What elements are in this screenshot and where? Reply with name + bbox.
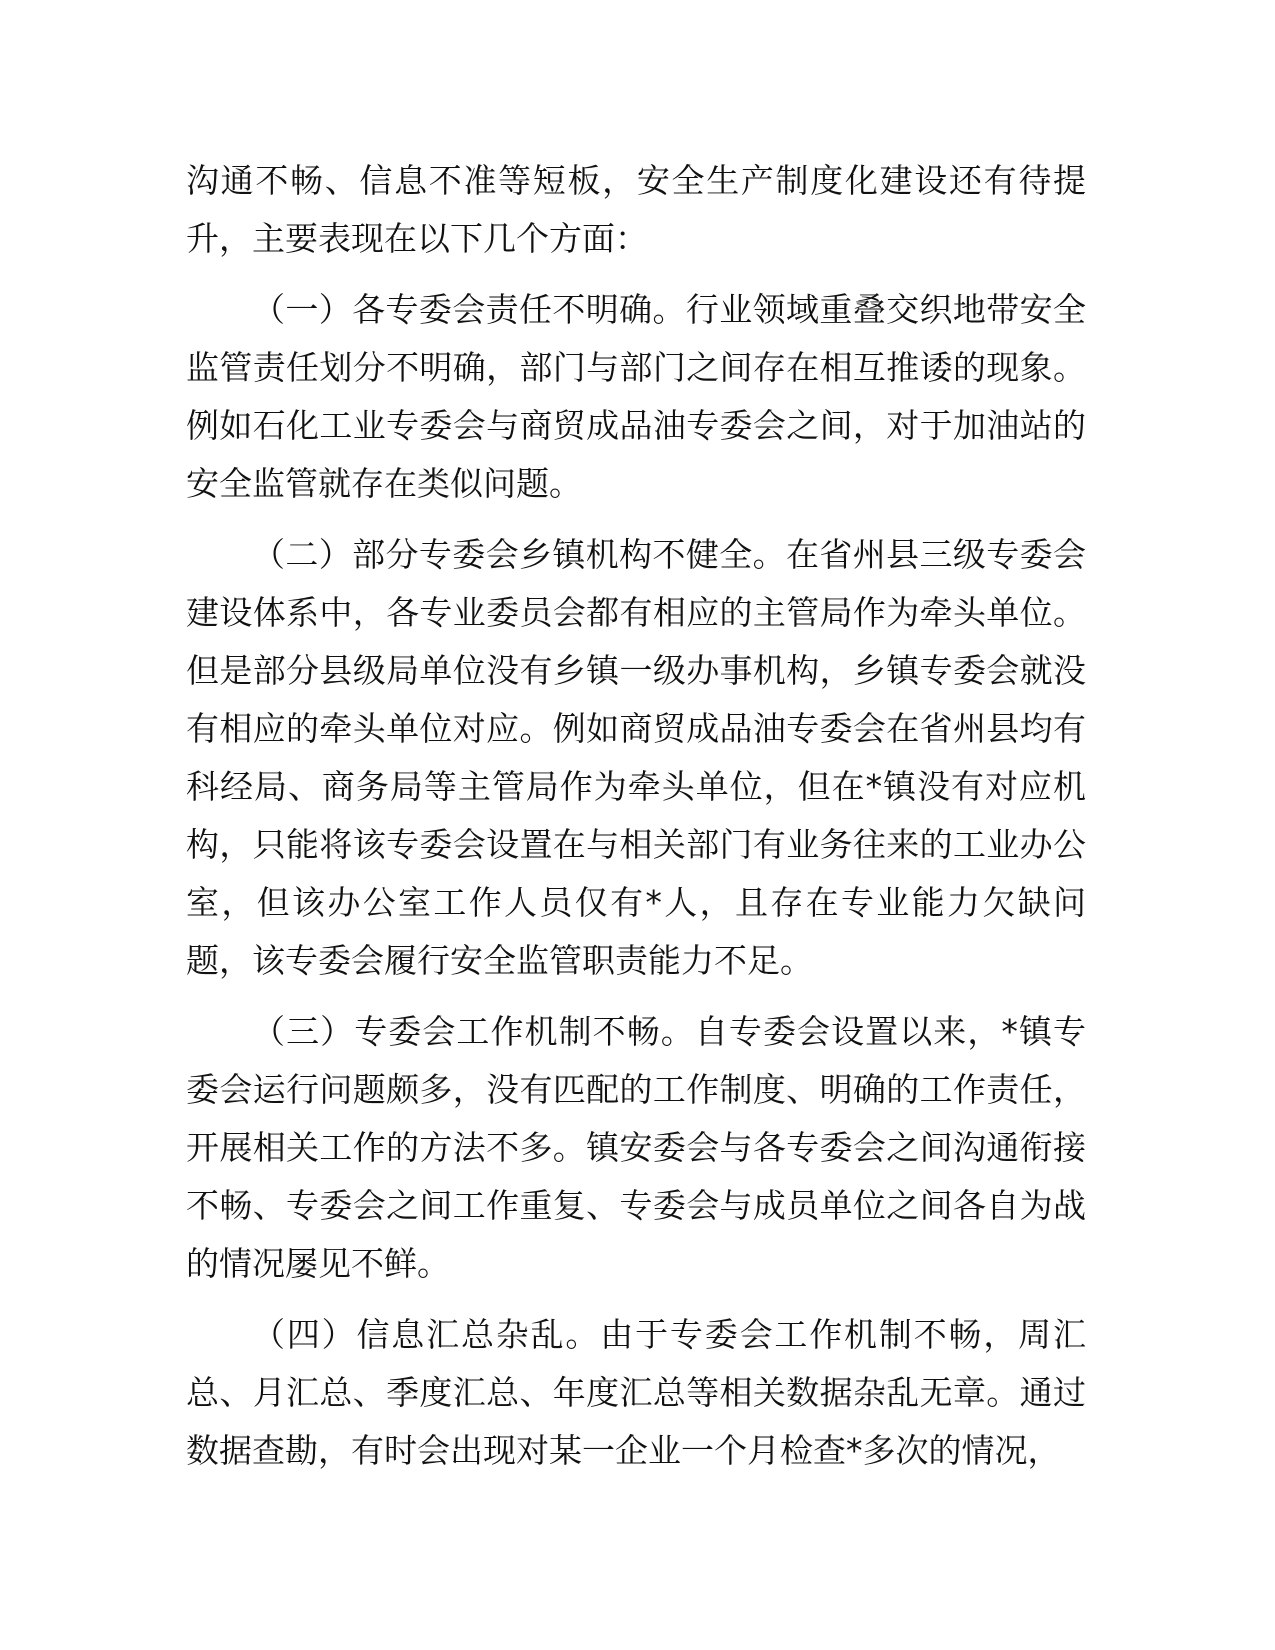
paragraph-intro: 沟通不畅、信息不准等短板，安全生产制度化建设还有待提升，主要表现在以下几个方面： [186,161,1086,258]
paragraph-item-2: （二）部分专委会乡镇机构不健全。在省州县三级专委会建设体系中，各专业委员会都有相应的主管局作为牵头单位。但是部分县级局单位没有乡镇一级办事机构，乡镇专委会就没有相应的牵头单位对应。例如商贸成品油专委会在省州县均有科经局、商务局等主管局作为牵头单位，但在*镇没有对应机构，只能将该专委会设置在与相关部门有业务往来的工业办公室，但该办公室工作人员仅有*人，且存在专业能力欠缺问题，该专委会履行安全监管职责能力不足。 [186,535,1086,980]
paragraph-item-4: （四）信息汇总杂乱。由于专委会工作机制不畅，周汇总、月汇总、季度汇总、年度汇总等相关数据杂乱无章。通过数据查勘，有时会出现对某一企业一个月检查*多次的情况， [186,1315,1086,1470]
paragraph-item-3: （三）专委会工作机制不畅。自专委会设置以来，*镇专委会运行问题颇多，没有匹配的工作制度、明确的工作责任，开展相关工作的方法不多。镇安委会与各专委会之间沟通衔接不畅、专委会之间工作重复、专委会与成员单位之间各自为战的情况屡见不鲜。 [186,1012,1086,1283]
paragraph-item-1: （一）各专委会责任不明确。行业领域重叠交织地带安全监管责任划分不明确，部门与部门之间存在相互推诿的现象。例如石化工业专委会与商贸成品油专委会之间，对于加油站的安全监管就存在类似问题。 [186,290,1086,503]
document-body [186,152,1086,1493]
